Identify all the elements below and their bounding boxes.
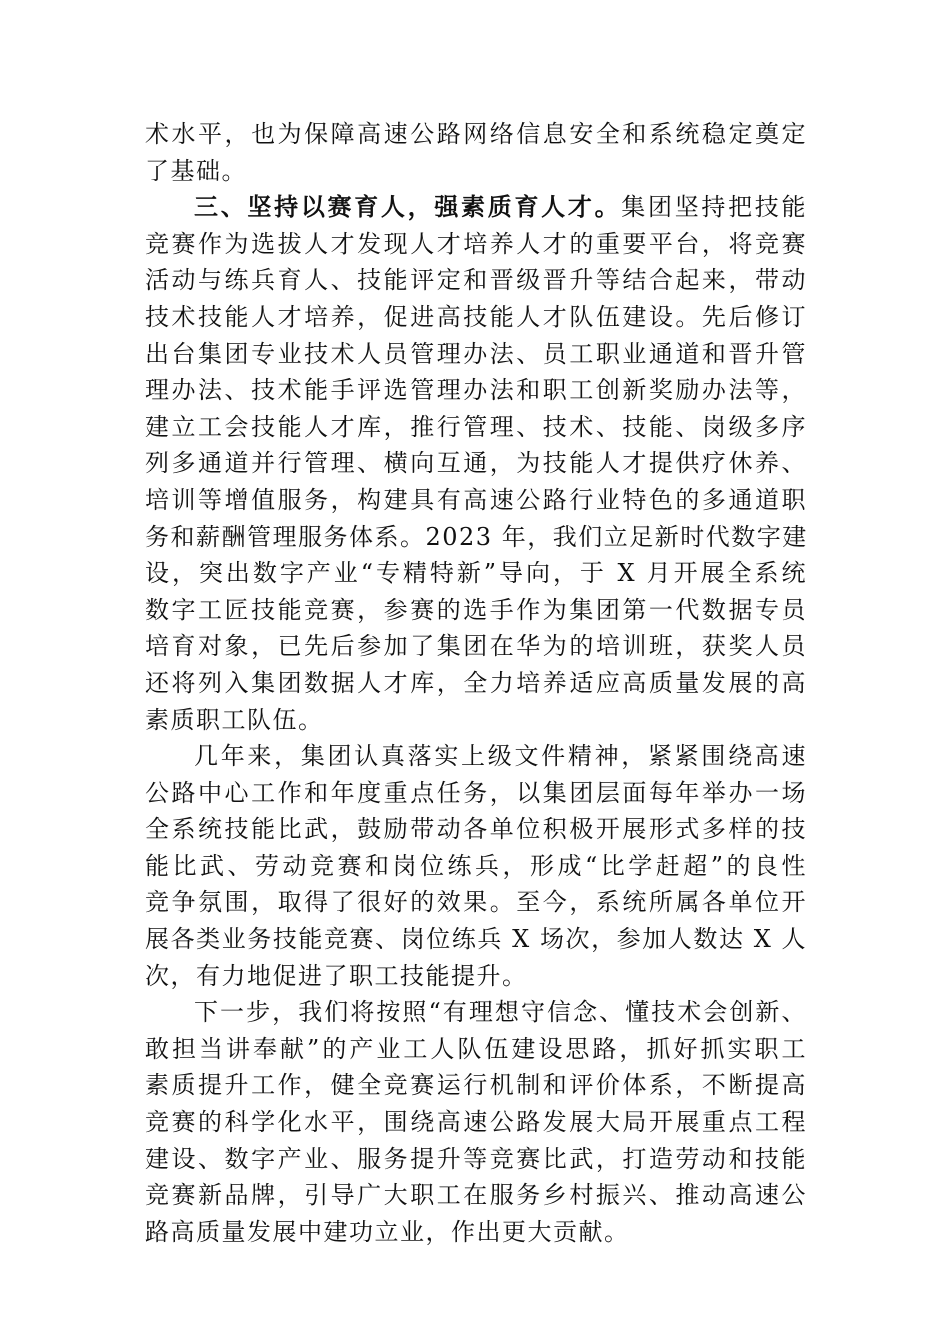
text-line: 竞赛新品牌，引导广大职工在服务乡村振兴、推动高速公 <box>145 1181 807 1210</box>
text-line: 展各类业务技能竞赛、岗位练兵 X 场次，参加人数达 X 人 <box>145 925 807 954</box>
text-line: 理办法、技术能手评选管理办法和职工创新奖励办法等， <box>145 376 807 405</box>
text-line: 素质提升工作，健全竞赛运行机制和评价体系，不断提高 <box>145 1071 807 1100</box>
text-line: 了基础。 <box>145 156 247 185</box>
text-line: 能比武、劳动竞赛和岗位练兵，形成“比学赶超”的良性 <box>145 851 807 880</box>
paragraph-continuation <box>145 116 807 189</box>
text-line: 出台集团专业技术人员管理办法、员工职业通道和晋升管 <box>145 339 807 368</box>
document-body <box>145 116 807 1250</box>
text-line: 全系统技能比武，鼓励带动各单位积极开展形式多样的技 <box>145 815 807 844</box>
text-line: 务和薪酬管理服务体系。2023 年，我们立足新时代数字建 <box>145 522 808 551</box>
text-line: 竞赛作为选拔人才发现人才培养人才的重要平台，将竞赛 <box>145 229 807 258</box>
text-line: 设，突出数字产业“专精特新”导向，于 X 月开展全系统 <box>145 559 807 588</box>
paragraph-section-three <box>145 189 807 738</box>
text-line: 还将列入集团数据人才库，全力培养适应高质量发展的高 <box>145 668 807 697</box>
text-line: 竞赛的科学化水平，围绕高速公路发展大局开展重点工程 <box>145 1108 807 1137</box>
text-line: 几年来，集团认真落实上级文件精神，紧紧围绕高速 <box>194 742 807 771</box>
text-line: 培育对象，已先后参加了集团在华为的培训班，获奖人员 <box>145 632 807 661</box>
text-line: 培训等增值服务，构建具有高速公路行业特色的多通道职 <box>145 485 807 514</box>
text-line: 敢担当讲奉献”的产业工人队伍建设思路，抓好抓实职工 <box>145 1034 807 1063</box>
paragraph-recent-years <box>145 738 807 994</box>
text-line <box>145 189 807 226</box>
heading-trailing-text: 集团坚持把技能 <box>621 193 808 222</box>
paragraph-next-steps <box>145 994 807 1250</box>
text-line: 建立工会技能人才库，推行管理、技术、技能、岗级多序 <box>145 412 807 441</box>
text-line: 建设、数字产业、服务提升等竞赛比武，打造劳动和技能 <box>145 1144 807 1173</box>
text-line: 次，有力地促进了职工技能提升。 <box>145 961 528 990</box>
text-line: 素质职工队伍。 <box>145 705 324 734</box>
section-heading: 三、坚持以赛育人，强素质育人才。 <box>194 192 622 222</box>
text-line: 术水平，也为保障高速公路网络信息安全和系统稳定奠定 <box>145 120 807 148</box>
text-line: 技术技能人才培养，促进高技能人才队伍建设。先后修订 <box>145 302 807 331</box>
text-line: 下一步，我们将按照“有理想守信念、懂技术会创新、 <box>194 998 807 1027</box>
text-line: 竞争氛围，取得了很好的效果。至今，系统所属各单位开 <box>145 888 807 917</box>
text-line: 路高质量发展中建功立业，作出更大贡献。 <box>145 1217 630 1246</box>
text-line: 公路中心工作和年度重点任务，以集团层面每年举办一场 <box>145 778 807 807</box>
text-line: 活动与练兵育人、技能评定和晋级晋升等结合起来，带动 <box>145 266 807 295</box>
text-line: 列多通道并行管理、横向互通，为技能人才提供疗休养、 <box>145 449 807 478</box>
text-line: 数字工匠技能竞赛，参赛的选手作为集团第一代数据专员 <box>145 595 807 624</box>
